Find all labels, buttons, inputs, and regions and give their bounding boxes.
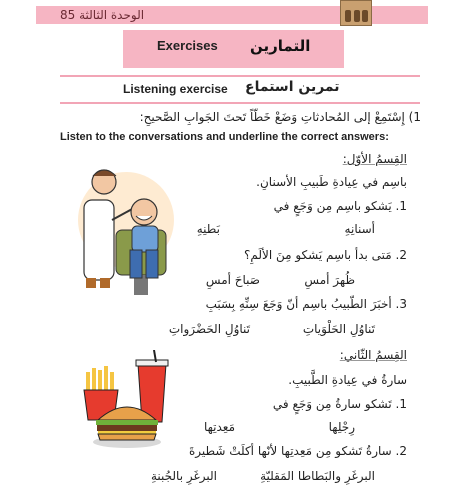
- part1-heading: القِسمُ الأوّل:: [342, 152, 407, 166]
- part2-q2-option-a[interactable]: البرغَرِ بالجُبنةِ: [150, 469, 217, 483]
- header-photo-icon: [340, 0, 372, 26]
- part1-q3-option-a[interactable]: تَناوُلِ الحَضْرَواتِ: [168, 322, 250, 336]
- dentist-illustration: [66, 150, 186, 305]
- subtitle-ar: تمرين استماع: [245, 79, 340, 95]
- part2-q2-option-b[interactable]: البرغَرِ والبَطاطا المَقليّةِ: [260, 469, 375, 483]
- part2-heading: القِسمُ الثّاني:: [339, 348, 407, 362]
- fast-food-illustration: [80, 350, 175, 450]
- part1-q3-option-b[interactable]: تَناوُلِ الحَلْوَياتِ: [302, 322, 375, 336]
- instruction-ar: 1) إِسْتَمِعْ إلى المُحادثاتِ وَضَعْ خَطّاً تَحتَ الجَوابِ الصَّحيحِ:: [139, 110, 421, 124]
- part1-q2-option-b[interactable]: ظُهرَ أمسِ: [304, 273, 355, 287]
- part1-q1-option-b[interactable]: أسنانِهِ: [344, 222, 375, 236]
- title-ar: التمارين: [250, 37, 311, 55]
- part2-q1: 1. تَشكو سارةُ مِن وَجَعٍ في: [272, 397, 407, 411]
- part2-q1-option-a[interactable]: مَعِدتِها: [203, 420, 235, 434]
- part1-q1-option-a[interactable]: بَطنِهِ: [196, 222, 220, 236]
- subtitle-en: Listening exercise: [123, 82, 228, 96]
- divider-bottom: [60, 102, 420, 104]
- title-en: Exercises: [157, 38, 218, 53]
- part1-q1: 1. يَشكو باسِم مِن وَجَعٍ في: [273, 199, 407, 213]
- part1-q2-option-a[interactable]: صَباحَ أمسِ: [205, 273, 260, 287]
- part1-context: باسِم في عِيادةِ طَبيبِ الأسنانِ.: [256, 175, 407, 189]
- part1-q2: 2. مَتى بدأ باسِم يَشكو مِنَ الألَمِ؟: [243, 248, 407, 262]
- divider-top: [60, 75, 420, 77]
- part1-q3: 3. أخبَرَ الطّبيبُ باسِم أنّ وَجَعَ سِنِّهِ بِسَبَبِ: [205, 297, 407, 311]
- instruction-en: Listen to the conversations and underline the correct answers:: [60, 131, 389, 143]
- part2-q2: 2. سارةُ تَشكو مِن مَعِدتِها لأنّها أكلَتْ شَطيرةَ: [188, 444, 407, 458]
- unit-label: الوحدة الثالثة 85: [60, 8, 145, 22]
- part2-q1-option-b[interactable]: رِجْلِها: [328, 420, 355, 434]
- part2-context: سارةُ في عِيادةِ الطَّبيبِ.: [288, 373, 407, 387]
